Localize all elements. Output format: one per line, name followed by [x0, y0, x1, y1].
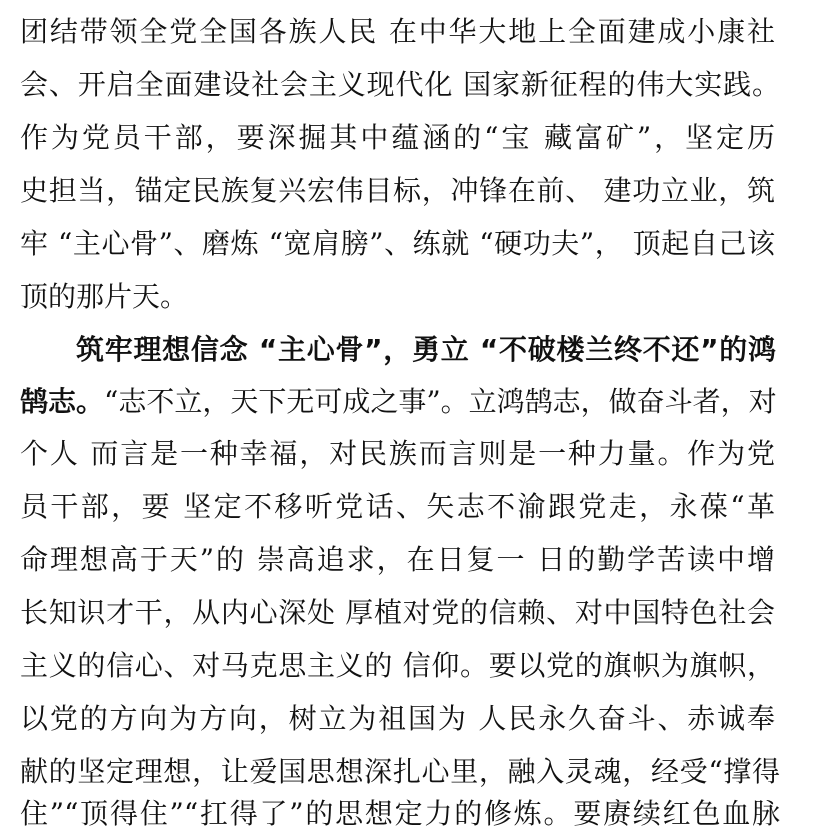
text-run: “志不立，天下无可成之事”。立鸿鹄志，做奋斗者，对	[104, 385, 777, 418]
text-line: 献的坚定理想，让爱国思想深扎心里，融入灵魂，经受“撑得	[20, 755, 780, 788]
text-line: 作为党员干部，要深掘其中蕴涵的“宝 藏富矿”，坚定历	[20, 121, 775, 154]
text-line: 牢 “主心骨”、磨炼 “宽肩膀”、练就 “硬功夫”， 顶起自己该	[20, 227, 775, 260]
text-line: 会、开启全面建设社会主义现代化 国家新征程的伟大实践。	[20, 68, 780, 101]
text-line-mixed	[20, 378, 780, 426]
text-line: 以党的方向为方向，树立为祖国为 人民永久奋斗、赤诚奉	[20, 702, 775, 735]
text-line: 顶的那片天。	[20, 280, 189, 313]
text-line: 主义的信心、对马克思主义的 信仰。要以党的旗帜为旗帜，	[20, 649, 775, 682]
text-line: 史担当，锚定民族复兴宏伟目标，冲锋在前、 建功立业，筑	[20, 174, 775, 207]
text-line: 员干部，要 坚定不移听党话、矢志不渝跟党走，永葆“革	[20, 490, 775, 523]
section-heading-end: 鹄志。	[20, 385, 105, 418]
text-line: 个人 而言是一种幸福，对民族而言则是一种力量。作为党	[20, 437, 775, 470]
text-line: 命理想高于天”的 崇高追求，在日复一 日的勤学苦读中增	[20, 543, 775, 576]
section-heading: 筑牢理想信念 “主心骨”，勇立 “不破楼兰终不还”的鸿	[76, 333, 776, 366]
text-line: 长知识才干，从内心深处 厚植对党的信赖、对中国特色社会	[20, 596, 775, 629]
text-line: 团结带领全党全国各族人民 在中华大地上全面建成小康社	[20, 15, 775, 48]
text-line: 住”“顶得住”“扛得了”的思想定力的修炼。要赓续红色血脉	[20, 797, 780, 830]
